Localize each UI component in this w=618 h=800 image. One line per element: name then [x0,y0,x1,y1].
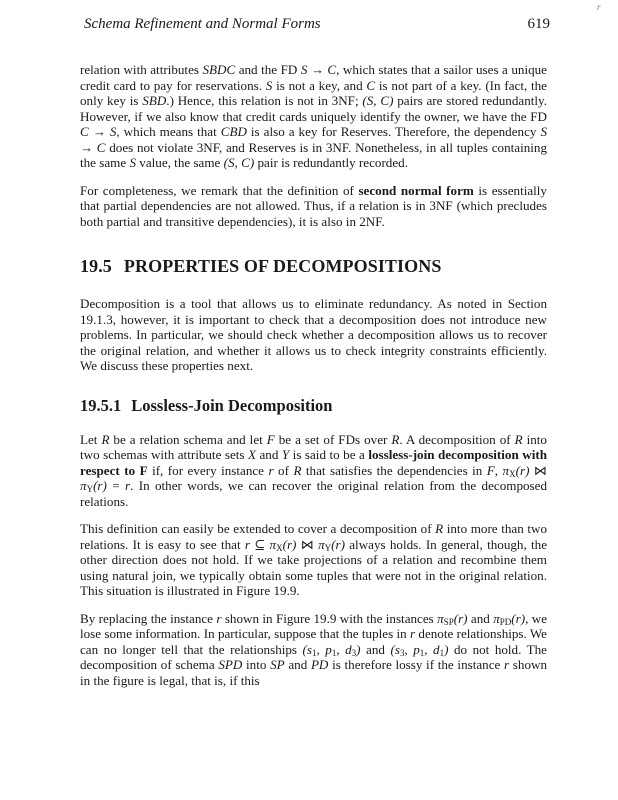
math-run: C → S [80,124,117,139]
paragraph-lossy-example: By replacing the instance r shown in Figure 19.9 with the instances $\pi_{SP}(r)$ and $\pi_{PD}(r)$, we lose some information. In particular, suppose that the tuples in r denote relationships. We can no longer tell that the relationships ($s_1$, $p_1$, $d_3$) and ($s_3$, $p_1$, $d_1$) do not hold. The decomposition of schema SPD into SP and PD is therefore lossy if the instance r shown in the figure is legal, that is, if this [80,610,548,688]
subscript: Y [324,542,332,553]
page-number: 619 [527,16,550,32]
math-run: π [80,478,87,493]
paragraph-3nf-example: relation with attributes SBDC and the FD S → C, which states that a sailor uses a unique credit card to pay for reservations. S is not a key, and C is not part of a key. (In fact, the only key is SBD.) Hence, this relation is not in 3NF; (S, C) pairs are stored redundantly. However, if we also know that credit cards uniquely identify the owner, we have the FD C → S, which means that CBD is also a key for Reserves. Therefore, the dependency S → C does not violate 3NF, and Reserves is in 3NF. Nonetheless, in all tuples containing the same S value, the same (S, C) pair is redundantly recorded. [80,62,547,170]
math-run: r [409,626,416,641]
math-run: S [265,77,273,93]
math-run: (r) [453,610,468,626]
math-run: SBD [142,93,167,108]
running-header [84,16,550,38]
paragraph-lossless-join-definition: Let R be a relation schema and let F be a set of FDs over R. A decomposition of R into two schemas with attribute sets X and Y is said to be a lossless-join decomposition with respect to F if, for every instance r of R that satisfies the dependencies in F, $\pi_X(r)$ ⋈ $\pi_Y(r) = r$. In other words, we can recover the original relation from the decomposed relations. [80,431,548,509]
math-run: SPD [218,657,243,672]
subscript: 1 [439,647,445,658]
page-body [80,62,547,688]
math-run: SP [270,657,285,672]
subscript: Y [86,484,94,494]
math-run: R [101,431,110,447]
scan-corner-mark: r [597,2,601,12]
math-run: (S, C) [362,93,394,108]
math-run: r [216,610,222,626]
math-run: π [437,610,444,626]
math-run: F [486,462,495,478]
paragraph-decomposition-intro: Decomposition is a tool that allows us to eliminate redundancy. As noted in Section 19.1.3, however, it is important to check that a decomposition does not introduce new problems. In particular, we should check whether a decomposition allows us to recover the original relation, and whether it allows us to check integrity constraints efficiently. We discuss these properties next. [80,296,547,373]
section-number: 19.5 [80,256,112,276]
subsection-heading [80,396,547,416]
math-run: r [244,536,250,552]
math-run: Y [281,447,290,462]
paragraph-definition-extension: This definition can easily be extended to cover a decomposition of R into more than two relations. It is easy to see that r ⊆ $\pi_X(r)$ ⋈ $\pi_Y(r)$ always holds. In general, though, the other direction does not hold. If we take projections of a relation and recombine them using natural join, we typically obtain some tuples that were not in the original relation. This situation is illustrated in Figure 19.9. [80,521,548,598]
subsection-number: 19.5.1 [80,395,122,415]
math-run: (r) [282,536,297,552]
math-run: (r) [515,462,530,478]
math-run: C [366,77,376,93]
math-run: ) [356,641,361,657]
math-run: (r) [331,536,345,552]
math-run: PD [310,657,329,672]
bold-term: second normal form [358,182,474,198]
subscript: X [509,468,516,479]
math-run: (S, C) [223,155,255,170]
running-head-title: Schema Refinement and Normal Forms [84,16,321,32]
math-run: π [269,536,277,552]
math-run: CBD [220,124,247,139]
math-run: R [293,462,302,478]
paragraph-second-normal-form: For completeness, we remark that the definition of second normal form is essentially that partial dependencies are not allowed. Thus, if a relation is in 3NF (which precludes both partial and transitive dependencies), it is also in 2NF. [80,182,547,229]
math-run: (s [390,641,400,657]
math-run: ) [444,641,449,657]
math-run: , d [424,641,440,657]
math-run: F [266,431,275,447]
math-run: r [504,657,510,672]
math-run: (r) [93,478,107,493]
subscript: PD [499,616,512,627]
bold-term: lossless-join decomposition with respect to F [80,447,547,478]
math-run: R [514,431,523,447]
math-run: , p [316,641,332,657]
math-run: (s [302,641,313,657]
math-run: S [129,155,136,170]
math-run: π [502,462,510,478]
subscript: X [276,542,283,553]
subsection-title: Lossless-Join Decomposition [131,395,333,415]
math-run: SBDC [202,62,236,77]
section-title: PROPERTIES OF DECOMPOSITIONS [123,256,442,276]
subscript: 3 [399,647,405,658]
math-run: X [248,447,256,462]
subscript: 1 [331,647,337,658]
subscript: 3 [351,647,357,658]
math-run: r [124,478,131,493]
math-run: R [435,521,444,536]
math-run: π [318,536,325,552]
math-run: S → C [300,62,337,77]
subscript: 1 [312,647,317,658]
subscript: 1 [419,647,425,658]
section-heading [80,256,547,277]
math-run: (r) [511,610,526,626]
math-run: π [493,610,500,626]
subscript: SP [443,616,454,627]
math-run: r [268,462,274,478]
math-run: , p [404,641,420,657]
math-run: S → C [80,124,547,155]
math-run: , d [336,641,352,657]
math-run: R [391,431,400,447]
